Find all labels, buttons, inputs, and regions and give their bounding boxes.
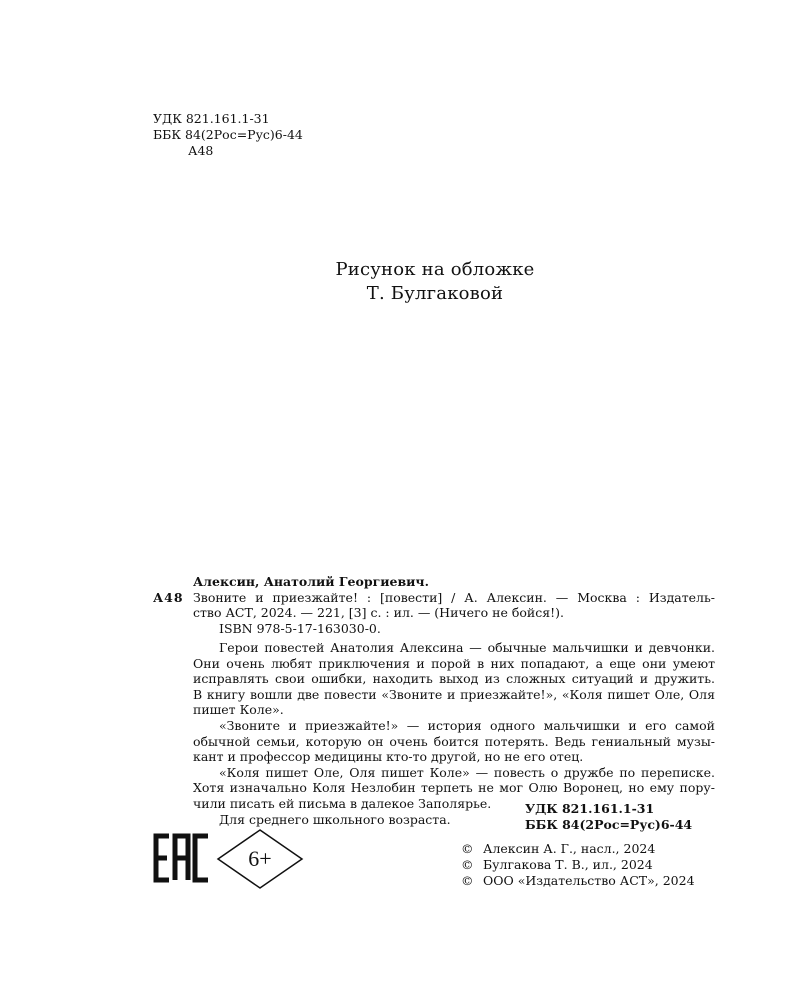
copyright-line: © ООО «Издательство АСТ», 2024 — [461, 873, 695, 888]
annotation-line: Они очень любят приключения и порой в них попадают, а еще они умеют — [193, 655, 715, 671]
annotation-line: В книгу вошли две повести «Звоните и приезжайте!», «Коля пишет Оле, Оля — [193, 686, 715, 702]
classification-right — [525, 801, 692, 833]
bib-line-2: ство АСТ, 2024. — 221, [3] с. : ил. — (Ничего не бойся!). — [193, 605, 564, 621]
cover-credit — [0, 258, 800, 306]
udk-code-right: УДК 821.161.1-31 — [525, 801, 655, 816]
annotation-line: чили писать ей письма в далекое Заполярье. — [193, 795, 492, 811]
book-author: Алексин, Анатолий Георгиевич. — [193, 574, 429, 589]
cover-credit-line1: Рисунок на обложке — [335, 259, 535, 280]
classification-block — [153, 111, 303, 159]
copyright-icon: © — [461, 841, 474, 856]
udk-code: УДК 821.161.1-31 — [153, 111, 270, 126]
cover-credit-line2: Т. Булгаковой — [366, 283, 504, 304]
annotation-line: «Коля пишет Оле, Оля пишет Коле» — повесть о дружбе по переписке. — [219, 764, 715, 780]
bbk-code-right: ББК 84(2Рос=Рус)6-44 — [525, 817, 693, 832]
annotation-line: обычной семьи, которую он очень боится потерять. Ведь гениальный музы- — [193, 733, 715, 749]
eac-mark-icon — [152, 833, 212, 883]
annotation-line: пишет Коле». — [193, 702, 284, 718]
copyright-icon: © — [461, 873, 474, 888]
annotation-line: «Звоните и приезжайте!» — история одного мальчишки и его самой — [219, 717, 715, 733]
age-rating-badge — [215, 827, 305, 891]
bbk-code: ББК 84(2Рос=Рус)6-44 — [153, 127, 303, 142]
copyright-line: © Булгакова Т. В., ил., 2024 — [461, 857, 653, 872]
age-note: Для среднего школьного возраста. — [219, 811, 451, 827]
copyright-icon: © — [461, 857, 474, 872]
annotation-line: Герои повестей Анатолия Алексина — обычные мальчишки и девчонки. — [219, 640, 715, 655]
isbn: ISBN 978-5-17-163030-0. — [219, 620, 381, 636]
copyright-line: © Алексин А. Г., насл., 2024 — [461, 841, 656, 856]
bibliographic-author-mark: А48 — [153, 590, 184, 605]
bib-line-1: Звоните и приезжайте! : [повести] / А. Алексин. — Москва : Издатель- — [193, 589, 715, 605]
annotation-line: исправлять свои ошибки, находить выход из сложных ситуаций и дружить. — [193, 671, 715, 687]
copyright-block — [461, 841, 695, 889]
annotation-line: Хотя изначально Коля Незлобин терпеть не мог Олю Воронец, но ему пору- — [193, 780, 715, 796]
author-mark: А48 — [188, 143, 214, 158]
bibliographic-record — [193, 574, 715, 636]
age-rating: 6+ — [248, 846, 272, 871]
annotation — [193, 640, 715, 827]
annotation-line: кант и профессор медицины кто-то другой, но не его отец. — [193, 749, 584, 765]
